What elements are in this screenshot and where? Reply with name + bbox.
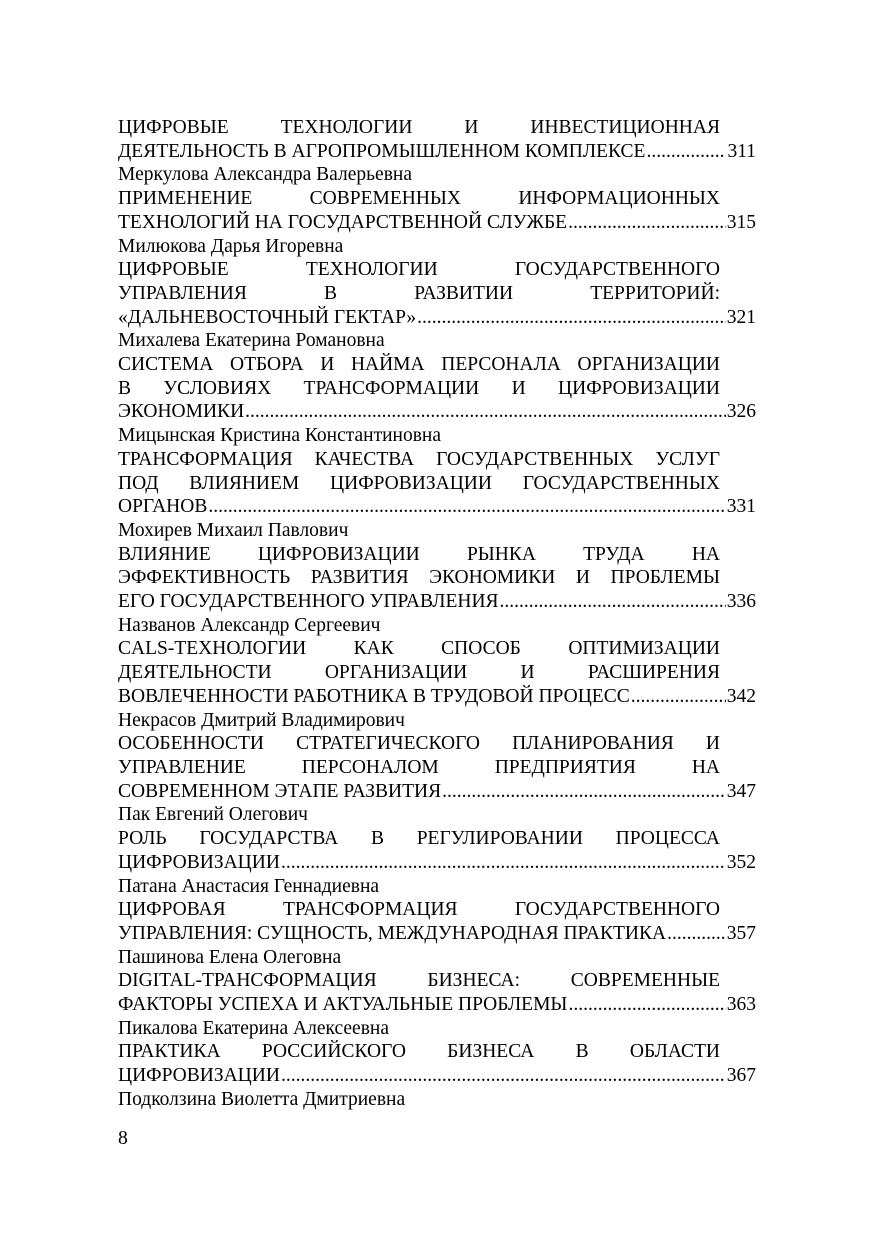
dot-leader: [500, 590, 726, 614]
title-word: КАЧЕСТВА: [314, 448, 415, 470]
title-word: ВЛИЯНИЕМ: [189, 472, 300, 494]
dot-leader: [281, 851, 726, 875]
title-word: ОТБОРА: [229, 354, 304, 376]
title-word: ПРИМЕНЕНИЕ: [118, 188, 253, 210]
entry-page-number: 367: [726, 1065, 756, 1087]
entry-title-line: [118, 1040, 720, 1064]
title-word: РАСШИРЕНИЯ: [587, 662, 720, 684]
title-word: ВЛИЯНИЕ: [118, 543, 211, 565]
title-word: НА: [691, 543, 720, 565]
title-word: И: [320, 354, 335, 376]
entry-title-end: ЕГО ГОСУДАРСТВЕННОГО УПРАВЛЕНИЯ: [118, 591, 499, 613]
entry-title-line: [118, 472, 720, 496]
entry-title-line: [118, 353, 720, 377]
entry-page-number: 336: [726, 591, 756, 613]
title-word: РОССИЙСКОГО: [261, 1041, 406, 1063]
entry-title-end: ЦИФРОВИЗАЦИИ: [118, 1065, 280, 1087]
title-word: ОПТИМИЗАЦИИ: [568, 638, 720, 660]
title-word: В: [575, 1041, 589, 1063]
entry-title-last-line: [118, 993, 756, 1017]
toc-entry: [118, 1040, 756, 1111]
title-word: ОРГАНИЗАЦИИ: [324, 662, 468, 684]
title-word: УПРАВЛЕНИЯ: [118, 282, 247, 304]
entry-author: Патана Анастасия Геннадиевна: [118, 875, 380, 897]
title-word: СИСТЕМА: [118, 354, 214, 376]
title-word: ЦИФРОВИЗАЦИИ: [558, 377, 720, 399]
toc-entry: [118, 827, 756, 898]
toc-entry: [118, 732, 756, 827]
entry-author: Мицынская Кристина Константиновна: [118, 425, 442, 447]
entry-title-end: ДЕЯТЕЛЬНОСТЬ В АГРОПРОМЫШЛЕННОМ КОМПЛЕКСЕ: [118, 140, 646, 162]
title-word: СПОСОБ: [441, 638, 521, 660]
dot-leader: [245, 400, 726, 424]
title-word: ЦИФРОВЫЕ: [118, 259, 229, 281]
title-word: ТРУДА: [583, 543, 645, 565]
title-word: РЫНКА: [466, 543, 536, 565]
entry-author: Пикалова Екатерина Алексеевна: [118, 1017, 390, 1039]
entry-title-end: УПРАВЛЕНИЯ: СУЩНОСТЬ, МЕЖДУНАРОДНАЯ ПРАКТИКА: [118, 922, 667, 944]
title-word: В: [118, 377, 132, 399]
entry-title-line: [118, 187, 720, 211]
dot-leader: [646, 140, 726, 164]
entry-title-line: [118, 732, 720, 756]
toc-entry: [118, 116, 756, 187]
entry-page-number: 363: [726, 994, 756, 1016]
entry-title-end: ЭКОНОМИКИ: [118, 401, 245, 423]
title-word: ИНФОРМАЦИОННЫХ: [518, 188, 720, 210]
title-word: НА: [691, 756, 720, 778]
title-word: ПРЕДПРИЯТИЯ: [494, 756, 636, 778]
title-word: ЭКОНОМИКИ: [429, 567, 556, 589]
entry-title-line: [118, 898, 720, 922]
entry-page-number: 357: [726, 922, 756, 944]
entry-title-line: [118, 543, 720, 567]
title-word: ИНВЕСТИЦИОННАЯ: [530, 117, 720, 138]
title-word: ОРГАНИЗАЦИИ: [577, 354, 720, 376]
entry-title-line: [118, 282, 720, 306]
title-word: ПЕРСОНАЛА: [441, 354, 561, 376]
title-word: ПРОБЛЕМЫ: [610, 567, 720, 589]
title-word: ТРАНСФОРМАЦИЯ: [282, 899, 458, 921]
entry-author: Названов Александр Сергеевич: [118, 614, 381, 636]
title-word: В: [370, 828, 384, 850]
title-word: ОБЛАСТИ: [629, 1041, 720, 1063]
title-word: ЦИФРОВИЗАЦИИ: [330, 472, 492, 494]
title-word: ТРАНСФОРМАЦИИ: [303, 377, 480, 399]
entry-page-number: 311: [727, 140, 756, 162]
toc-entry: [118, 969, 756, 1040]
entry-page-number: 321: [726, 306, 756, 328]
entry-title-line: [118, 661, 720, 685]
title-word: РАЗВИТИЯ: [310, 567, 409, 589]
toc-entry: [118, 258, 756, 353]
title-word: ЦИФРОВЫЕ: [118, 117, 229, 138]
entry-title-line: [118, 756, 720, 780]
entry-title-last-line: [118, 400, 756, 424]
dot-leader: [667, 922, 726, 946]
title-word: ДЕЯТЕЛЬНОСТИ: [118, 662, 272, 684]
title-word: БИЗНЕСА: [447, 1041, 535, 1063]
entry-title-last-line: [118, 140, 756, 164]
title-word: ОСОБЕННОСТИ: [118, 733, 265, 755]
toc-entry: [118, 543, 756, 638]
title-word: В: [324, 282, 338, 304]
entry-title-last-line: [118, 922, 756, 946]
entry-title-line: [118, 116, 720, 140]
title-word: ТЕРРИТОРИЙ:: [590, 282, 720, 304]
dot-leader: [631, 685, 726, 709]
entry-title-end: ТЕХНОЛОГИЙ НА ГОСУДАРСТВЕННОЙ СЛУЖБЕ: [118, 211, 568, 233]
entry-title-line: [118, 637, 720, 661]
title-word: И: [575, 567, 590, 589]
entry-page-number: 331: [726, 496, 756, 518]
dot-leader: [568, 993, 725, 1017]
entry-page-number: 315: [726, 211, 756, 233]
entry-title-line: [118, 827, 720, 851]
title-word: ПРАКТИКА: [118, 1041, 221, 1063]
entry-page-number: 326: [726, 401, 756, 423]
title-word: РОЛЬ: [118, 828, 167, 850]
title-word: ГОСУДАРСТВА: [199, 828, 339, 850]
toc-entry: [118, 637, 756, 732]
title-word: КАК: [353, 638, 394, 660]
toc-entry: [118, 898, 756, 969]
dot-leader: [568, 211, 726, 235]
entry-title-last-line: [118, 306, 756, 330]
title-word: УСЛУГ: [655, 448, 720, 470]
entry-author: Михалева Екатерина Романовна: [118, 330, 385, 352]
title-word: ЦИФРОВИЗАЦИИ: [257, 543, 420, 565]
entry-author: Мохирев Михаил Павлович: [118, 519, 349, 541]
entry-title-last-line: [118, 590, 756, 614]
entry-title-last-line: [118, 495, 756, 519]
entry-title-last-line: [118, 1064, 756, 1088]
title-word: ТРАНСФОРМАЦИЯ: [118, 448, 293, 470]
entry-title-end: ВОВЛЕЧЕННОСТИ РАБОТНИКА В ТРУДОВОЙ ПРОЦЕСС: [118, 685, 630, 707]
title-word: CALS-ТЕХНОЛОГИИ: [118, 638, 307, 660]
title-word: И: [705, 733, 720, 755]
title-word: И: [464, 117, 479, 138]
entry-author: Меркулова Александра Валерьевна: [118, 164, 412, 186]
title-word: ПЕРСОНАЛОМ: [301, 756, 439, 778]
title-word: ЦИФРОВАЯ: [118, 899, 226, 921]
entry-title-end: СОВРЕМЕННОМ ЭТАПЕ РАЗВИТИЯ: [118, 780, 442, 802]
title-word: ЭФФЕКТИВНОСТЬ: [118, 567, 291, 589]
title-word: СОВРЕМЕННЫХ: [309, 188, 462, 210]
table-of-contents: [118, 116, 756, 1112]
title-word: ТЕХНОЛОГИИ: [280, 117, 413, 138]
entry-title-line: [118, 566, 720, 590]
title-word: УПРАВЛЕНИЕ: [118, 756, 246, 778]
title-word: ГОСУДАРСТВЕННОГО: [514, 899, 720, 921]
title-word: ПРОЦЕССА: [615, 828, 720, 850]
title-word: ПОД: [118, 472, 159, 494]
title-word: ТЕХНОЛОГИИ: [305, 259, 438, 281]
dot-leader: [417, 306, 726, 330]
entry-title-last-line: [118, 685, 756, 709]
entry-author: Пашинова Елена Олеговна: [118, 946, 342, 968]
title-word: ГОСУДАРСТВЕННОГО: [514, 259, 720, 281]
title-word: НАЙМА: [350, 354, 425, 376]
entry-author: Пак Евгений Олегович: [118, 804, 308, 826]
entry-title-line: [118, 448, 720, 472]
entry-title-last-line: [118, 851, 756, 875]
title-word: ГОСУДАРСТВЕННЫХ: [436, 448, 634, 470]
entry-title-last-line: [118, 780, 756, 804]
title-word: УСЛОВИЯХ: [163, 377, 272, 399]
entry-author: Некрасов Дмитрий Владимирович: [118, 709, 405, 731]
title-word: РЕГУЛИРОВАНИИ: [416, 828, 583, 850]
entry-page-number: 347: [726, 780, 756, 802]
toc-entry: [118, 448, 756, 543]
page-number: 8: [118, 1128, 128, 1149]
dot-leader: [208, 495, 725, 519]
title-word: РАЗВИТИИ: [414, 282, 514, 304]
entry-title-last-line: [118, 211, 756, 235]
title-word: СТРАТЕГИЧЕСКОГО: [296, 733, 480, 755]
entry-author: Подколзина Виолетта Дмитриевна: [118, 1088, 406, 1110]
entry-page-number: 352: [726, 851, 756, 873]
entry-page-number: 342: [726, 685, 756, 707]
entry-title-line: [118, 377, 720, 401]
entry-author: Милюкова Дарья Игоревна: [118, 235, 344, 257]
title-word: И: [520, 662, 535, 684]
title-word: ПЛАНИРОВАНИЯ: [512, 733, 674, 755]
toc-entry: [118, 187, 756, 258]
title-word: ГОСУДАРСТВЕННЫХ: [522, 472, 720, 494]
entry-title-line: [118, 258, 720, 282]
title-word: DIGITAL-ТРАНСФОРМАЦИЯ: [118, 970, 377, 992]
title-word: И: [511, 377, 526, 399]
dot-leader: [281, 1064, 726, 1088]
entry-title-line: [118, 969, 720, 993]
entry-title-end: ЦИФРОВИЗАЦИИ: [118, 851, 280, 873]
dot-leader: [442, 780, 726, 804]
title-word: БИЗНЕСА:: [427, 970, 520, 992]
entry-title-end: ФАКТОРЫ УСПЕХА И АКТУАЛЬНЫЕ ПРОБЛЕМЫ: [118, 994, 568, 1016]
entry-title-end: ОРГАНОВ: [118, 496, 208, 518]
entry-title-end: «ДАЛЬНЕВОСТОЧНЫЙ ГЕКТАР»: [118, 306, 417, 328]
toc-entry: [118, 353, 756, 448]
title-word: СОВРЕМЕННЫЕ: [570, 970, 720, 992]
